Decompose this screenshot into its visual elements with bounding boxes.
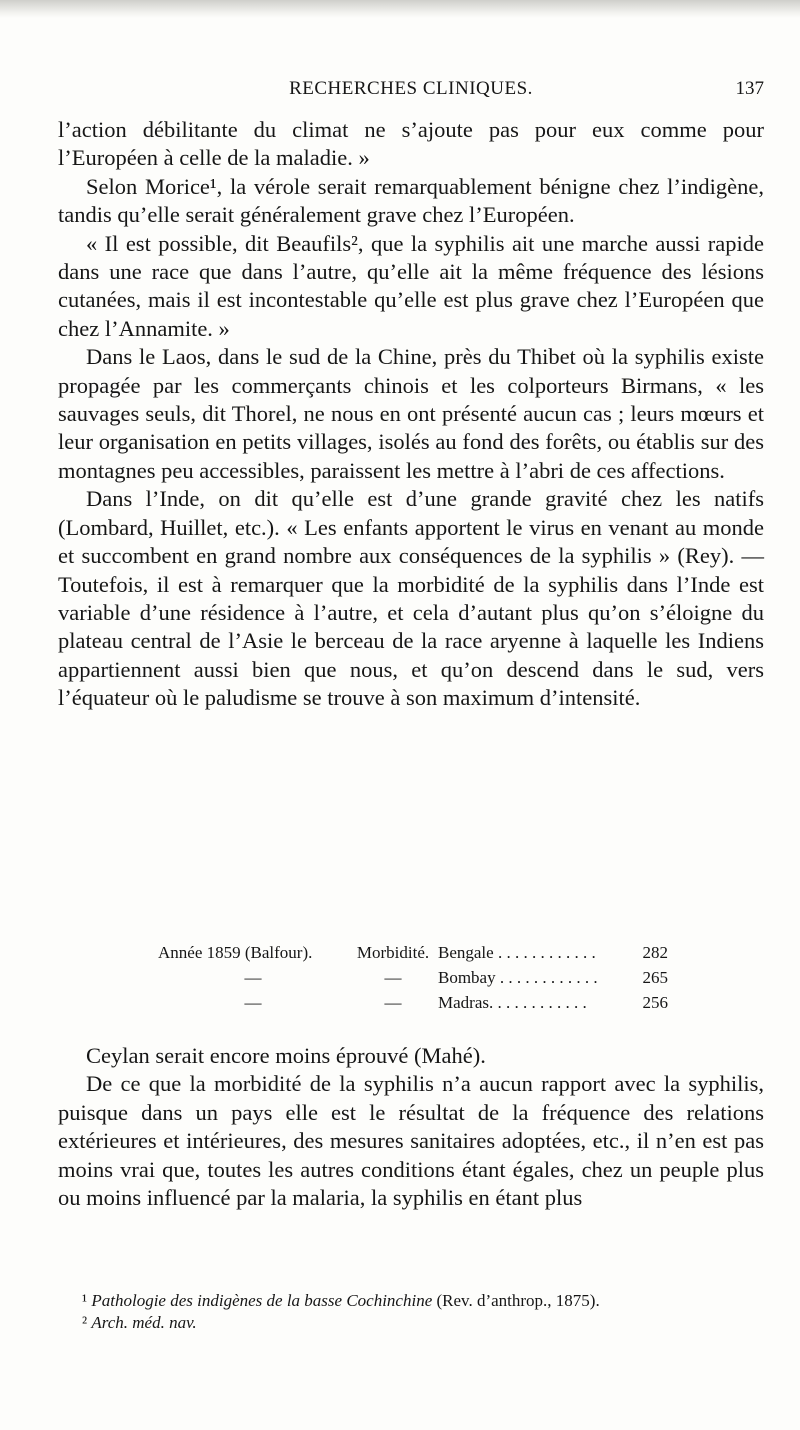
year-cell: — xyxy=(244,968,262,987)
footnote xyxy=(82,1312,772,1334)
footnote-source: (Rev. d’anthrop., 1875). xyxy=(436,1291,600,1310)
indicator-cell: — xyxy=(384,968,402,987)
footnote-title: Pathologie des indigènes de la basse Cochinchine xyxy=(91,1291,433,1310)
footnote xyxy=(82,1290,772,1312)
body-text xyxy=(58,116,764,713)
value-cell: 282 xyxy=(642,943,668,962)
body-text-continued xyxy=(58,1042,764,1212)
page-header xyxy=(58,78,764,106)
running-head: RECHERCHES CLINIQUES. xyxy=(289,78,533,99)
paragraph: Selon Morice¹, la vérole serait remarquablement bénigne chez l’indigène, tandis qu’elle serait généralement grave chez l’Européen. xyxy=(58,173,764,228)
paragraph: l’action débilitante du climat ne s’ajoute pas pour eux comme pour l’Européen à celle de la maladie. » xyxy=(58,117,764,171)
indicator-cell: — xyxy=(384,993,402,1012)
page-number: 137 xyxy=(735,78,764,99)
paragraph: « Il est possible, dit Beaufils², que la syphilis ait une marche aussi rapide dans une race que dans l’autre, qu’elle ait la même fréquence des lésions cutanées, mais il est incontestable qu’elle est plus grave chez l’Européen que chez l’Annamite. » xyxy=(58,230,764,341)
footnote-mark: ¹ xyxy=(82,1291,88,1310)
page-top-edge xyxy=(0,0,800,18)
paragraph: Ceylan serait encore moins éprouvé (Mahé). xyxy=(86,1043,486,1068)
indicator-cell: Morbidité. xyxy=(356,943,430,962)
paragraph: De ce que la morbidité de la syphilis n’a aucun rapport avec la syphilis, puisque dans un pays elle est le résultat de la fréquence des relations extérieures et intérieures, des mesures sanitaires adoptées, etc., il n’en est pas moins vrai que, toutes les autres conditions étant égales, chez un peuple plus ou moins influencé par la malaria, la syphilis en étant plus xyxy=(58,1071,764,1211)
table-row xyxy=(158,940,668,965)
table-row xyxy=(158,990,668,1015)
table-row xyxy=(158,965,668,990)
year-cell: Année 1859 (Balfour). xyxy=(158,943,313,962)
value-cell: 256 xyxy=(642,993,668,1012)
region-cell: Bombay . . . . . . . . . . . . xyxy=(438,968,598,987)
region-cell: Bengale . . . . . . . . . . . . xyxy=(438,943,596,962)
morbidity-table xyxy=(158,940,668,1015)
value-cell: 265 xyxy=(642,968,668,987)
region-cell: Madras. . . . . . . . . . . . xyxy=(438,993,587,1012)
paragraph: Dans le Laos, dans le sud de la Chine, près du Thibet où la syphilis existe propagée par les commerçants chinois et les colporteurs Birmans, « les sauvages seuls, dit Thorel, ne nous en ont présenté aucun cas ; leurs mœurs et leur organisation en petits villages, isolés au fond des forêts, ou établis sur des montagnes peu accessibles, paraissent les mettre à l’abri de ces affections. xyxy=(58,344,764,483)
footnotes xyxy=(82,1290,772,1334)
year-cell: — xyxy=(244,993,262,1012)
paragraph: Dans l’Inde, on dit qu’elle est d’une grande gravité chez les natifs (Lombard, Huillet, etc.). « Les enfants apportent le virus en venant au monde et succombent en grand nombre aux conséquences de la syphilis » (Rey). — Toutefois, il est à remarquer que la morbidité de la syphilis dans l’Inde est variable d’une résidence à l’autre, et cela d’autant plus qu’on s’éloigne du plateau central de l’Asie le berceau de la race aryenne à laquelle les Indiens appartiennent aussi bien que nous, et qu’on descend dans le sud, vers l’équateur où le paludisme se trouve à son maximum d’intensité. xyxy=(58,486,764,711)
footnote-title: Arch. méd. nav. xyxy=(91,1313,197,1332)
footnote-mark: ² xyxy=(82,1313,88,1332)
